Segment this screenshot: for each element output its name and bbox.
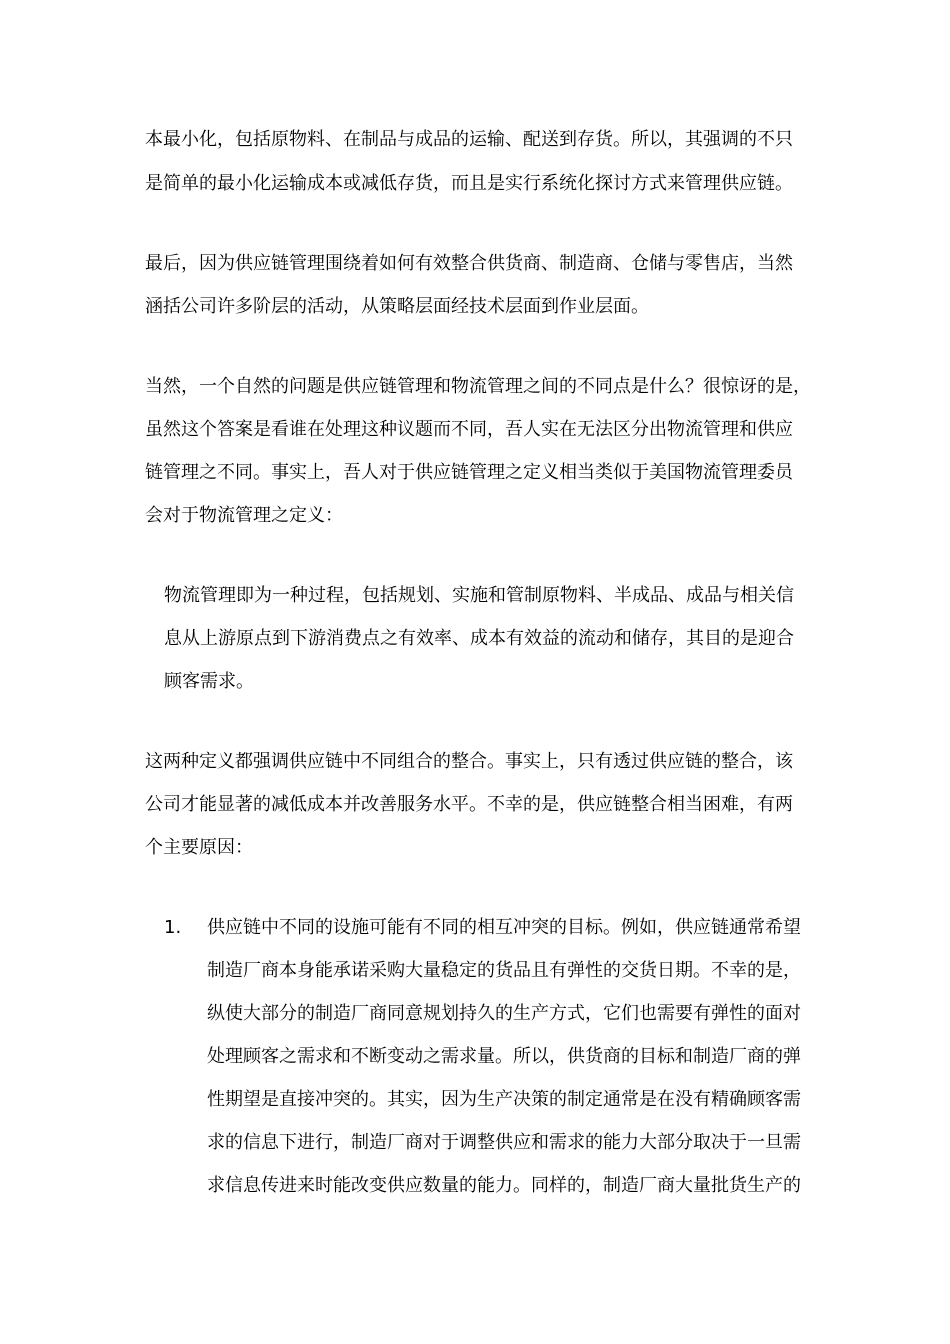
list-item-line: 求的信息下进行，制造厂商对于调整供应和需求的能力大部分取决于一旦需: [207, 1132, 801, 1153]
paragraph-line: 涵括公司许多阶层的活动，从策略层面经技术层面到作业层面。: [145, 296, 649, 317]
quote-line: 顾客需求。: [164, 671, 254, 692]
paragraph-line: 本最小化，包括原物料、在制品与成品的运输、配送到存货。所以，其强调的不只: [145, 129, 793, 150]
paragraph-line: 公司才能显著的减低成本并改善服务水平。不幸的是，供应链整合相当困难，有两: [145, 794, 793, 815]
list-item-line: 处理顾客之需求和不断变动之需求量。所以，供货商的目标和制造厂商的弹: [207, 1046, 801, 1067]
quote-line: 息从上游原点到下游消费点之有效率、成本有效益的流动和储存，其目的是迎合: [164, 628, 794, 649]
list-item-line: 供应链中不同的设施可能有不同的相互冲突的目标。例如，供应链通常希望: [207, 917, 801, 938]
paragraph-line: 链管理之不同。事实上，吾人对于供应链管理之定义相当类似于美国物流管理委员: [145, 462, 793, 483]
paragraph-line: 这两种定义都强调供应链中不同组合的整合。事实上，只有透过供应链的整合，该: [145, 751, 793, 772]
list-item-line: 制造厂商本身能承诺采购大量稳定的货品且有弹性的交货日期。不幸的是，: [207, 960, 801, 981]
paragraph-line: 虽然这个答案是看谁在处理这种议题而不同，吾人实在无法区分出物流管理和供应: [145, 419, 793, 440]
paragraph-line: 当然，一个自然的问题是供应链管理和物流管理之间的不同点是什么？很惊讶的是，: [145, 376, 811, 397]
list-item-line: 求信息传进来时能改变供应数量的能力。同样的，制造厂商大量批货生产的: [207, 1175, 801, 1196]
list-number: 1.: [164, 917, 182, 938]
quote-line: 物流管理即为一种过程，包括规划、实施和管制原物料、半成品、成品与相关信: [164, 585, 794, 606]
paragraph-line: 会对于物流管理之定义：: [145, 505, 343, 526]
paragraph-line: 最后，因为供应链管理围绕着如何有效整合供货商、制造商、仓储与零售店，当然: [145, 253, 793, 274]
list-item-line: 纵使大部分的制造厂商同意规划持久的生产方式，它们也需要有弹性的面对: [207, 1003, 801, 1024]
paragraph-line: 是简单的最小化运输成本或减低存货，而且是实行系统化探讨方式来管理供应链。: [145, 173, 793, 194]
list-item-line: 性期望是直接冲突的。其实，因为生产决策的制定通常是在没有精确顾客需: [207, 1089, 801, 1110]
paragraph-line: 个主要原因：: [145, 837, 253, 858]
